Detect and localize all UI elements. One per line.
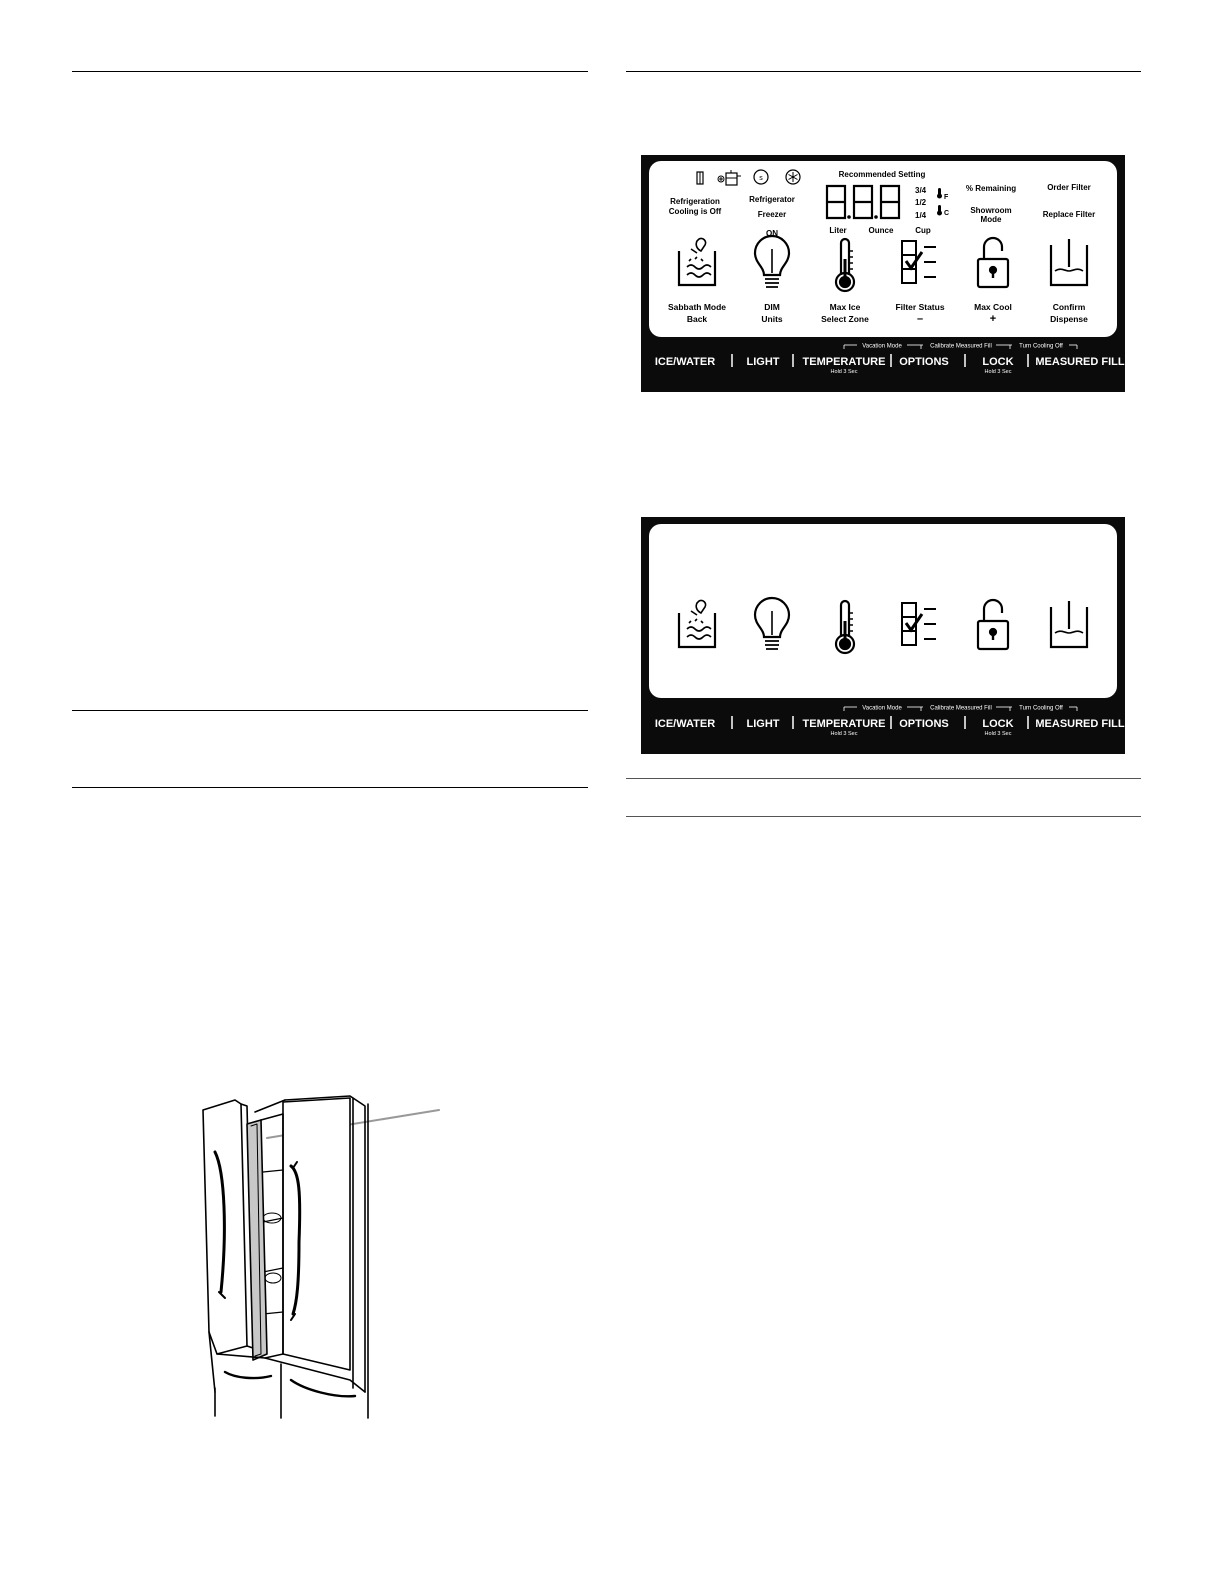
door-mullion-highlight xyxy=(247,1120,267,1360)
lock-button[interactable]: LOCK xyxy=(982,718,1014,730)
icon-label-line2: – xyxy=(916,313,924,325)
icon-label-line2: + xyxy=(989,313,997,325)
control-panel-full xyxy=(641,155,1125,392)
ounce-label: Ounce xyxy=(868,226,894,235)
icon-label-line2: Units xyxy=(761,314,783,324)
right-mid-rule-2 xyxy=(626,816,1141,817)
left-mid-rule xyxy=(72,710,588,711)
left-mid-rule-2 xyxy=(72,787,588,788)
cup-label: Cup xyxy=(915,226,931,235)
refrigerator-illustration xyxy=(195,1092,445,1422)
order-filter-label: Order Filter xyxy=(1047,183,1091,192)
options-button[interactable]: OPTIONS xyxy=(899,356,949,368)
temperature-button[interactable]: TEMPERATURE xyxy=(802,718,886,730)
refrigeration-off-label: Cooling is Off xyxy=(668,207,722,216)
svg-text:s: s xyxy=(759,175,763,182)
right-door xyxy=(283,1098,350,1370)
right-mid-rule xyxy=(626,778,1141,779)
right-top-rule xyxy=(626,71,1141,72)
left-door-open xyxy=(203,1100,253,1354)
icon-label-line1: Max Ice xyxy=(829,302,861,312)
turn-cooling-off-label: Turn Cooling Off xyxy=(1019,343,1063,350)
icon-label-line1: Max Cool xyxy=(974,302,1012,312)
liter-label: Liter xyxy=(829,226,847,235)
replace-filter-label: Replace Filter xyxy=(1042,210,1096,219)
measured-fill-button[interactable]: MEASURED FILL xyxy=(1035,356,1125,368)
calibrate-fill-label: Calibrate Measured Fill xyxy=(930,705,992,712)
lock-button[interactable]: LOCK xyxy=(982,356,1014,368)
percent-remaining-label: % Remaining xyxy=(965,184,1017,193)
temperature-hold-label: Hold 3 Sec xyxy=(830,731,858,737)
icon-label-line1: Filter Status xyxy=(895,302,945,312)
turn-cooling-off-label: Turn Cooling Off xyxy=(1019,705,1063,712)
freezer-label: Freezer xyxy=(757,210,787,219)
unit-f-label: F xyxy=(944,194,949,201)
lock-hold-label: Hold 3 Sec xyxy=(984,369,1012,375)
light-button[interactable]: LIGHT xyxy=(746,356,780,368)
showroom-mode-label: Mode xyxy=(980,215,1002,224)
recommended-setting-label: Recommended Setting xyxy=(838,170,926,179)
fraction-3-4: 3/4 xyxy=(915,186,927,195)
icon-label-line2: Dispense xyxy=(1050,314,1088,324)
icon-label-line1: Confirm xyxy=(1052,302,1086,312)
temperature-button[interactable]: TEMPERATURE xyxy=(802,356,886,368)
measured-fill-button[interactable]: MEASURED FILL xyxy=(1035,718,1125,730)
fraction-1-4: 1/4 xyxy=(915,211,927,220)
icon-label-line2: Select Zone xyxy=(821,314,869,324)
panel-display-area xyxy=(649,524,1117,698)
vacation-mode-label: Vacation Mode xyxy=(862,705,902,712)
left-top-rule xyxy=(72,71,588,72)
temperature-hold-label: Hold 3 Sec xyxy=(830,369,858,375)
icon-label-line1: Sabbath Mode xyxy=(667,302,727,312)
calibrate-fill-label: Calibrate Measured Fill xyxy=(930,343,992,350)
refrigerator-label: Refrigerator xyxy=(749,195,795,204)
vacation-mode-label: Vacation Mode xyxy=(862,343,902,350)
on-label: ON xyxy=(766,229,778,238)
light-button[interactable]: LIGHT xyxy=(746,718,780,730)
icon-label-line2: Back xyxy=(686,314,708,324)
ice-water-button[interactable]: ICE/WATER xyxy=(654,718,716,730)
refrigeration-off-label: Refrigeration xyxy=(670,197,720,206)
control-panel-icons xyxy=(641,517,1125,754)
options-button[interactable]: OPTIONS xyxy=(899,718,949,730)
icon-label-line1: DIM xyxy=(764,302,780,312)
lock-hold-label: Hold 3 Sec xyxy=(984,731,1012,737)
showroom-mode-label: Showroom xyxy=(970,206,1012,215)
unit-c-label: C xyxy=(944,210,950,217)
ice-water-button[interactable]: ICE/WATER xyxy=(654,356,716,368)
fraction-1-2: 1/2 xyxy=(915,198,927,207)
